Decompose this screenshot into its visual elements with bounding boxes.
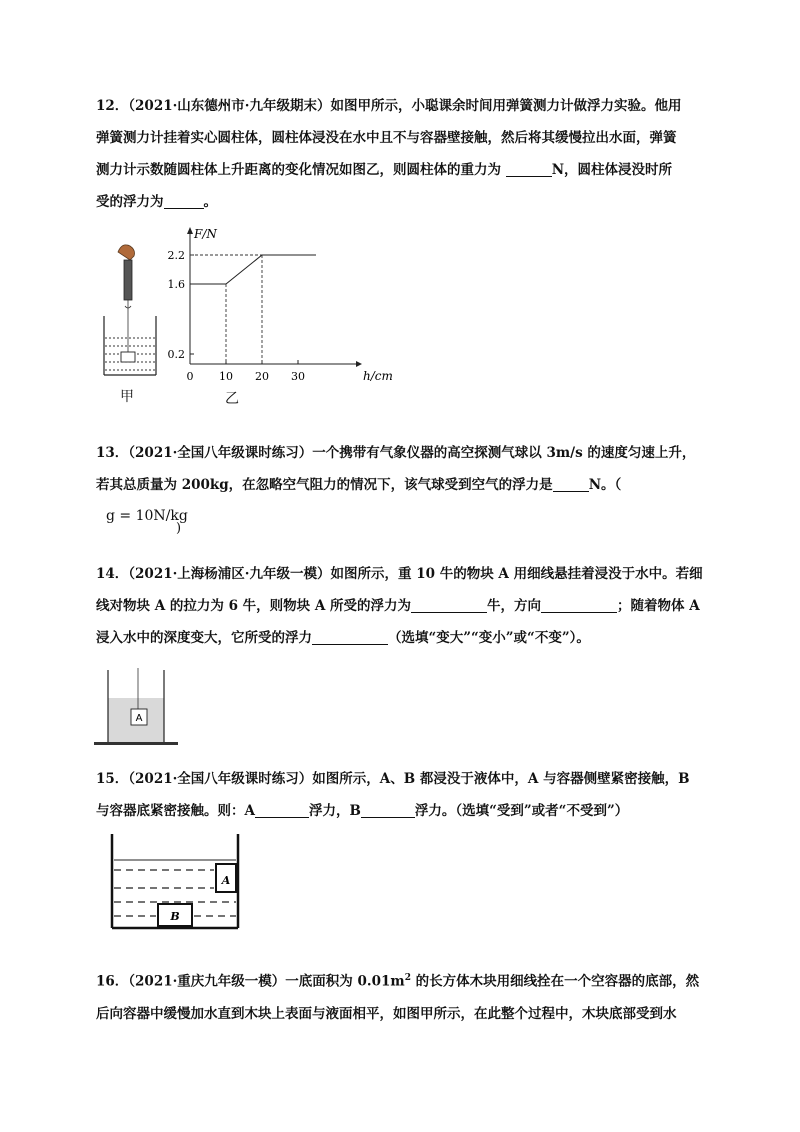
x-tick-label: 20 <box>255 370 269 383</box>
question-16 <box>96 962 716 1030</box>
question-12 <box>96 90 716 218</box>
block-b-label: B <box>170 910 180 923</box>
cylinder <box>121 352 135 362</box>
x-tick-label: 30 <box>291 370 305 383</box>
q12-line-1: 12．（2021·山东德州市·九年级期末）如图甲所示，小聪课余时间用弹簧测力计做浮力实验。他用 <box>96 98 682 114</box>
figure-12-apparatus <box>100 240 162 382</box>
q16-line-2: 后向容器中缓慢加水直到木块上表面与液面相平，如图甲所示，在此整个过程中，木块底部受到水 <box>96 1005 677 1022</box>
answer-blank-a[interactable] <box>255 799 309 818</box>
y-axis-label: F/N <box>194 227 217 241</box>
answer-blank-buoyancy[interactable] <box>164 190 204 209</box>
formula-g: g = 10N/kg <box>106 508 188 524</box>
x-tick-label: 10 <box>219 370 233 383</box>
figure-14-container <box>94 668 178 750</box>
y-tick-label: 0.2 <box>167 348 185 361</box>
answer-blank-balloon-buoyancy[interactable] <box>553 473 589 492</box>
formula-close-paren: ) <box>176 521 182 536</box>
answer-blank-direction[interactable] <box>541 594 617 613</box>
spring-scale <box>124 260 132 300</box>
question-13 <box>96 437 716 501</box>
answer-blank-buoyancy-value[interactable] <box>411 594 487 613</box>
question-15 <box>96 763 716 827</box>
answer-blank-weight[interactable] <box>506 158 552 177</box>
figure-12-graph <box>160 222 400 388</box>
q12-line-2: 弹簧测力计挂着实心圆柱体，圆柱体浸没在水中且不与容器壁接触，然后将其缓慢拉出水面，弹簧 <box>96 130 677 146</box>
block-a-label: A <box>221 874 231 887</box>
table-surface <box>94 742 178 745</box>
block-a-label: A <box>135 713 143 724</box>
caption-figure-jia: 甲 <box>120 389 134 405</box>
q16-line-1: 16．（2021·重庆九年级一模）一底面积为 $0.01m^2$ 的长方体木块用细线拴在一个空容器的底部，然 <box>96 973 700 990</box>
q12-line-3: 测力计示数随圆柱体上升距离的变化情况如图乙，则圆柱体的重力为 N，圆柱体浸没时所 <box>96 154 716 186</box>
q15-line-2: 与容器底紧密接触。则：A 浮力，B 浮力。（选填“受到”或者“不受到”） <box>96 795 716 827</box>
hand-icon <box>118 245 135 260</box>
q15-line-1: 15．（2021·全国八年级课时练习）如图所示，A、B 都浸没于液体中，A 与容器侧壁紧密接触，B <box>96 771 690 787</box>
q14-line-3: 浸入水中的深度变大，它所受的浮力 （选填“变大”“变小”或“不变”）。 <box>96 622 716 654</box>
answer-blank-change[interactable] <box>312 626 388 645</box>
q13-line-1: 13．（2021·全国八年级课时练习）一个携带有气象仪器的高空探测气球以 3m/s 的速度匀速上升， <box>96 445 696 461</box>
q14-line-2: 线对物块 A 的拉力为 6 牛，则物块 A 所受的浮力为 牛，方向 ；随着物体 A <box>96 590 716 622</box>
x-tick-label: 0 <box>186 370 194 383</box>
y-tick-label: 1.6 <box>167 278 185 291</box>
y-axis-arrow <box>187 227 193 234</box>
answer-blank-b[interactable] <box>361 799 415 818</box>
caption-figure-yi: 乙 <box>225 391 239 407</box>
q14-line-1: 14．（2021·上海杨浦区·九年级一模）如图所示，重 10 牛的物块 A 用细线悬挂着浸没于水中。若细 <box>96 566 703 582</box>
x-axis-arrow <box>356 361 362 367</box>
q13-line-2: 若其总质量为 200kg，在忽略空气阻力的情况下，该气球受到空气的浮力是 N。（ <box>96 469 716 501</box>
series-line <box>190 255 316 284</box>
q12-line-4: 受的浮力为 。 <box>96 186 716 218</box>
x-axis-label: h/cm <box>363 369 393 383</box>
figure-15-container <box>110 832 244 932</box>
question-14 <box>96 558 716 654</box>
y-tick-label: 2.2 <box>167 249 185 262</box>
